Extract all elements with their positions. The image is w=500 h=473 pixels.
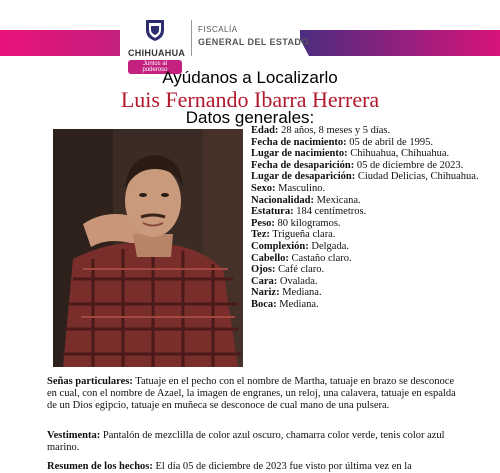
agency-name — [198, 24, 309, 48]
detail-row — [251, 195, 491, 207]
resumen-text: El día 05 de diciembre de 2023 fue visto por última vez en la — [155, 461, 412, 472]
detail-label: Complexión: — [251, 240, 309, 252]
poster-heading: Ayúdanos a Localizarlo — [162, 68, 338, 87]
detail-row — [251, 160, 491, 172]
detail-value: Mediana. — [279, 298, 319, 310]
detail-label: Estatura: — [251, 206, 294, 218]
header-band-right — [300, 30, 500, 56]
resumen-label: Resumen de los hechos: — [47, 461, 153, 472]
senas-label: Señas particulares: — [47, 376, 133, 387]
detail-label: Edad: — [251, 125, 279, 136]
chihuahua-logo — [128, 18, 186, 73]
agency-line2: GENERAL DEL ESTADO — [198, 37, 309, 47]
vestimenta-text: Pantalón de mezclilla de color azul oscuro, chamarra color verde, tenis color azul marino. — [47, 430, 445, 453]
detail-value: Masculino. — [278, 182, 326, 194]
details-list — [251, 125, 491, 311]
logo-tagline: Juntos al poderoso — [128, 60, 182, 74]
person-name: Luis Fernando Ibarra Herrera — [120, 87, 380, 112]
shield-icon — [144, 18, 166, 42]
detail-label: Nariz: — [251, 287, 280, 299]
detail-row — [251, 218, 491, 230]
detail-value: 28 años, 8 meses y 5 días. — [281, 125, 391, 136]
detail-row — [251, 206, 491, 218]
detail-value: Trigueña clara. — [272, 229, 336, 241]
section-title: Datos generales: — [185, 108, 315, 127]
detail-row — [251, 299, 491, 311]
detail-value: Mediana. — [282, 287, 322, 299]
detail-value: Ovalada. — [279, 275, 318, 287]
detail-row — [251, 148, 491, 160]
detail-row — [251, 253, 491, 265]
detail-label: Ojos: — [251, 264, 276, 276]
vestimenta — [47, 430, 457, 454]
agency-line1: FISCALÍA — [198, 25, 238, 34]
detail-value: 05 de abril de 1995. — [349, 136, 433, 148]
detail-value: Mexicana. — [316, 194, 361, 206]
detail-row — [251, 137, 491, 149]
detail-label: Boca: — [251, 298, 277, 310]
detail-value: Ciudad Delicias, Chihuahua. — [357, 171, 479, 183]
detail-row — [251, 287, 491, 299]
detail-label: Lugar de nacimiento: — [251, 148, 348, 160]
detail-label: Tez: — [251, 229, 270, 241]
detail-value: Castaño claro. — [291, 252, 352, 264]
resumen-hechos — [47, 461, 467, 473]
senas-text: Tatuaje en el pecho con el nombre de Martha, tatuaje en brazo se desconoce en cual, con el nombre de Azael, la imagen de engranes, un reloj, una calavera, tatuaje en espalda de un Dios egipcio, tatuaje en muñeca se desconoce de cual mano de una pulsera. — [47, 376, 456, 411]
detail-value: 184 centímetros. — [296, 206, 367, 218]
vestimenta-label: Vestimenta: — [47, 430, 101, 441]
detail-label: Fecha de nacimiento: — [251, 136, 347, 148]
person-photo — [53, 129, 243, 367]
detail-label: Nacionalidad: — [251, 194, 315, 206]
header-band-left — [0, 30, 120, 56]
detail-value: 80 kilogramos. — [277, 217, 341, 229]
detail-value: Delgada. — [311, 240, 349, 252]
detail-label: Fecha de desaparición: — [251, 159, 355, 171]
logo-word: CHIHUAHUA — [128, 48, 186, 58]
detail-row — [251, 171, 491, 183]
detail-value: Chihuahua, Chihuahua. — [350, 148, 450, 160]
detail-value: Café claro. — [278, 264, 325, 276]
detail-row — [251, 276, 491, 288]
logo-divider — [191, 20, 192, 56]
detail-row — [251, 125, 491, 137]
detail-label: Peso: — [251, 217, 275, 229]
detail-row — [251, 229, 491, 241]
detail-value: 05 de diciembre de 2023. — [356, 159, 464, 171]
detail-label: Sexo: — [251, 182, 276, 194]
senas-particulares — [47, 376, 457, 412]
detail-label: Cara: — [251, 275, 278, 287]
detail-row — [251, 183, 491, 195]
detail-label: Cabello: — [251, 252, 289, 264]
detail-label: Lugar de desaparición: — [251, 171, 356, 183]
detail-row — [251, 241, 491, 253]
detail-row — [251, 264, 491, 276]
